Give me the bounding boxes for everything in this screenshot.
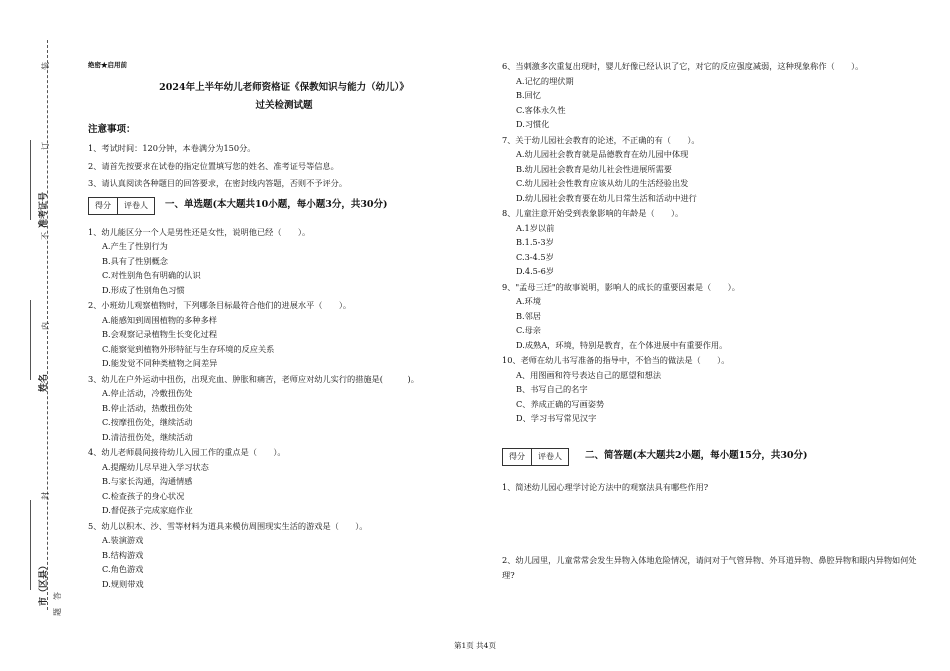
option-c: C.检查孩子的身心状况 bbox=[102, 490, 185, 501]
page-footer: 第1页 共4页 bbox=[454, 641, 496, 650]
option-a: A.记忆的埋伏期 bbox=[516, 75, 574, 86]
option-d: D.能发觉不同种类植物之间差异 bbox=[102, 358, 218, 368]
exam-title: 2024年上半年幼儿老师资格证《保教知识与能力（幼儿）》 bbox=[159, 81, 409, 93]
score-label: 得分 bbox=[503, 449, 532, 465]
option-d: D.督促孩子完成家庭作业 bbox=[102, 505, 193, 515]
question-stem: 8、儿童注意开始受到表象影响的年龄是（ ）。 bbox=[502, 208, 684, 218]
option-a: A.环境 bbox=[516, 296, 541, 306]
exam-number-field[interactable] bbox=[30, 140, 31, 220]
option-a: A.装演游戏 bbox=[102, 535, 144, 545]
answer-space[interactable] bbox=[502, 494, 922, 552]
option-b: B.幼儿园社会教育是幼儿社会性进展所需要 bbox=[516, 163, 672, 174]
option-c: C、养成正确的写画姿势 bbox=[516, 398, 605, 409]
question-10 bbox=[502, 353, 922, 426]
question-stem: 9、"孟母三迁"的故事说明，影响人的成长的重要因素是（ ）。 bbox=[502, 281, 740, 292]
option-d: D.规则带戏 bbox=[102, 578, 144, 589]
district-field[interactable] bbox=[30, 500, 31, 590]
question-4 bbox=[88, 445, 480, 518]
district-label: 市（区县） bbox=[39, 560, 49, 606]
question-8 bbox=[502, 206, 922, 279]
option-a: A.产生了性别行为 bbox=[102, 241, 168, 251]
seal-mark: 内 bbox=[41, 322, 50, 330]
question-stem: 6、当刺激多次重复出现时，婴儿好像已经认识了它，对它的反应强度减弱，这种现象称作（ ）。 bbox=[502, 61, 864, 71]
option-c: C.母亲 bbox=[516, 325, 541, 335]
seal-mark: 装 bbox=[41, 62, 50, 70]
question-6 bbox=[502, 59, 922, 132]
left-column bbox=[88, 58, 480, 591]
option-c: C.对性别角色有明确的认识 bbox=[102, 270, 201, 280]
question-stem: 5、幼儿以积木、沙、雪等材料为道具来模仿周围现实生活的游戏是（ ）。 bbox=[88, 520, 368, 531]
section1-header bbox=[88, 197, 480, 215]
option-b: B.会观察记录植物生长变化过程 bbox=[102, 329, 218, 339]
option-a: A.能感知到周围植物的多种多样 bbox=[102, 314, 217, 325]
question-3 bbox=[88, 372, 480, 445]
option-c: C.幼儿园社会性教育应该从幼儿的生活经验出发 bbox=[516, 178, 689, 188]
exam-number-label: 准考证号 bbox=[39, 191, 49, 228]
score-box bbox=[502, 448, 569, 466]
option-a: A.停止活动，冷敷扭伤处 bbox=[102, 388, 193, 398]
name-label: 姓名 bbox=[39, 373, 49, 392]
option-d: D.清洁扭伤处，继续活动 bbox=[102, 431, 193, 442]
option-c: C.角色游戏 bbox=[102, 564, 144, 574]
question-5 bbox=[88, 519, 480, 592]
notice-heading: 注意事项： bbox=[88, 123, 136, 135]
option-b: B.回忆 bbox=[516, 90, 541, 100]
seal-mark: 不 bbox=[41, 232, 50, 240]
seal-mark: 封 bbox=[41, 492, 50, 500]
option-a: A、用图画和符号表达自己的愿望和想法 bbox=[516, 369, 662, 380]
notice-item: 2、请首先按要求在试卷的指定位置填写您的姓名、准考证号等信息。 bbox=[88, 160, 339, 171]
option-b: B.1.5-3岁 bbox=[516, 237, 554, 247]
grader-label: 评卷人 bbox=[124, 200, 148, 210]
option-d: D、学习书写常见汉字 bbox=[516, 413, 597, 423]
option-b: B.结构游戏 bbox=[102, 549, 144, 560]
option-b: B.具有了性别概念 bbox=[102, 255, 168, 266]
option-d: D.习惯化 bbox=[516, 119, 550, 129]
question-2 bbox=[88, 298, 480, 371]
score-label: 得分 bbox=[89, 198, 118, 214]
question-stem: 1、幼儿能区分一个人是男性还是女性，说明他已经（ ）。 bbox=[88, 226, 311, 237]
right-column bbox=[502, 58, 922, 582]
option-b: B.停止活动，热敷扭伤处 bbox=[102, 402, 193, 413]
question-stem: 2、小班幼儿观察植物时，下列哪条目标最符合他们的进展水平（ ）。 bbox=[88, 300, 352, 310]
option-d: D.幼儿园社会教育要在幼儿日常生活和活动中进行 bbox=[516, 192, 697, 203]
option-d: D.成熟A，环境，特别是教育，在个体进展中有重要作用。 bbox=[516, 339, 728, 350]
option-b: B、书写自己的名字 bbox=[516, 384, 588, 394]
option-d: D.形成了性别角色习惯 bbox=[102, 284, 185, 295]
secret-mark: 绝密★启用前 bbox=[88, 61, 127, 69]
option-a: A.1岁以前 bbox=[516, 222, 555, 233]
section2-header bbox=[502, 448, 922, 466]
question-stem: 7、关于幼儿园社会教育的论述，不正确的有（ ）。 bbox=[502, 134, 700, 145]
short-answer-1: 1、简述幼儿园心理学讨论方法中的观察法具有哪些作用? bbox=[502, 481, 709, 492]
seal-mark: 订 bbox=[41, 142, 50, 150]
exam-subtitle: 过关检测试题 bbox=[255, 99, 313, 111]
section2-title: 二、简答题(本大题共2小题，每小题15分，共30分) bbox=[585, 450, 808, 462]
section1-title: 一、单选题(本大题共10小题，每小题3分，共30分) bbox=[165, 199, 388, 211]
question-9 bbox=[502, 280, 922, 353]
option-a: A.提醒幼儿尽早进入学习状态 bbox=[102, 461, 209, 472]
score-box bbox=[88, 197, 155, 215]
seal-mark: 答 bbox=[53, 592, 62, 600]
option-d: D.4.5-6岁 bbox=[516, 266, 555, 276]
question-7 bbox=[502, 133, 922, 206]
name-field[interactable] bbox=[30, 300, 31, 380]
option-b: B.邻居 bbox=[516, 310, 541, 321]
option-c: C.按摩扭伤处，继续活动 bbox=[102, 417, 193, 427]
option-a: A.幼儿园社会教育就是品德教育在幼儿园中体现 bbox=[516, 149, 689, 159]
seal-mark: 题 bbox=[53, 608, 62, 616]
question-stem: 3、幼儿在户外运动中扭伤，出现充血、肿胀和痛苦，老师应对幼儿实行的措施是( )。 bbox=[88, 373, 419, 384]
option-c: C.3-4.5岁 bbox=[516, 251, 554, 262]
notice-item: 1、考试时间：120分钟，本卷满分为150分。 bbox=[88, 143, 256, 153]
question-stem: 10、老师在幼儿书写准备的指导中，不恰当的做法是（ ）。 bbox=[502, 355, 730, 365]
short-answer-2: 2、幼儿园里，儿童常常会发生异物入体地危险情况，请问对于气管异物、外耳道异物、鼻腔异物和眼内异物如何处理? bbox=[502, 555, 917, 580]
question-stem: 4、幼儿老师晨间接待幼儿入园工作的重点是（ ）。 bbox=[88, 447, 286, 457]
grader-label: 评卷人 bbox=[538, 451, 562, 461]
binding-strip bbox=[0, 0, 70, 671]
option-c: C.能察觉到植物外形特征与生存环境的反应关系 bbox=[102, 343, 275, 354]
option-b: B.与家长沟通，沟通情感 bbox=[102, 476, 193, 486]
option-c: C.客体永久性 bbox=[516, 104, 566, 115]
question-1 bbox=[88, 225, 480, 298]
notice-item: 3、请认真阅读各种题目的回答要求，在密封线内答题，否则不予评分。 bbox=[88, 178, 348, 188]
